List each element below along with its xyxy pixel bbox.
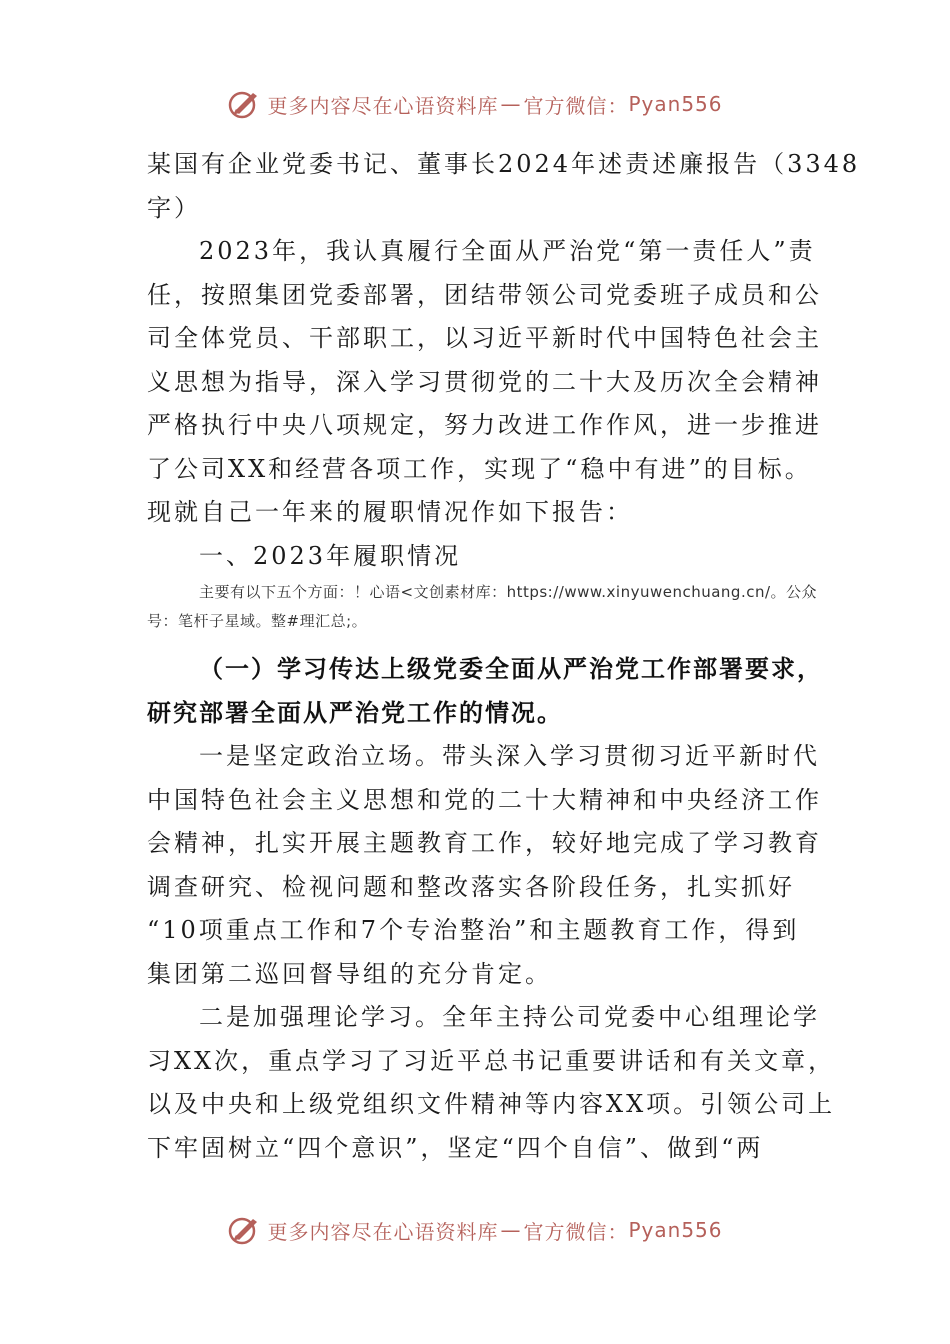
pen-stamp-icon <box>227 1213 261 1247</box>
banner-suffix: 官方微信： <box>523 1219 629 1244</box>
banner-wechat-id: Pyan556 <box>628 92 723 116</box>
paragraph-line: 会精神，扎实开展主题教育工作，较好地完成了学习教育 <box>147 829 822 857</box>
paragraph-line: 集团第二巡回督导组的充分肯定。 <box>147 959 552 988</box>
document-body <box>147 143 861 1170</box>
paragraph-line: 调查研究、检视问题和整改落实各阶段任务，扎实抓好 <box>147 872 795 901</box>
footer-watermark-banner <box>0 1210 950 1250</box>
note-line: 号：笔杆子星域。整#理汇总;。 <box>147 612 368 630</box>
subheading-line: 研究部署全面从严治党工作的情况。 <box>147 698 563 727</box>
paragraph-line: 以及中央和上级党组织文件精神等内容XX项。引领公司上 <box>147 1090 836 1118</box>
paragraph-line: “10项重点工作和7个专治整治”和主题教育工作，得到 <box>147 916 800 944</box>
intro-line: 现就自己一年来的履职情况作如下报告： <box>147 498 633 526</box>
intro-line: 2023年，我认真履行全面从严治党“第一责任人”责 <box>199 237 816 265</box>
header-watermark-banner <box>0 84 950 124</box>
paragraph-line: 习XX次，重点学习了习近平总书记重要讲话和有关文章， <box>147 1046 836 1075</box>
intro-line: 义思想为指导，深入学习贯彻党的二十大及历次全会精神 <box>147 367 822 396</box>
intro-line: 了公司XX和经营各项工作，实现了“稳中有进”的目标。 <box>147 454 812 483</box>
document-title-line-1: 某国有企业党委书记、董事长2024年述责述廉报告（3348 <box>147 150 861 178</box>
banner-dash: — <box>500 1218 522 1242</box>
section-heading: 一、2023年履职情况 <box>199 541 462 570</box>
intro-line: 任，按照集团党委部署，团结带领公司党委班子成员和公 <box>147 280 822 309</box>
pen-stamp-icon <box>227 87 261 121</box>
paragraph-line: 二是加强理论学习。全年主持公司党委中心组理论学 <box>199 1003 820 1031</box>
paragraph-line: 一是坚定政治立场。带头深入学习贯彻习近平新时代 <box>199 742 820 770</box>
banner-dash: — <box>500 92 522 116</box>
banner-text: 更多内容尽在心语资料库 <box>267 93 499 118</box>
intro-line: 司全体党员、干部职工，以习近平新时代中国特色社会主 <box>147 324 822 352</box>
note-line: 主要有以下五个方面：！心语<文创素材库：https://www.xinyuwenchuang.cn/。公众 <box>199 583 818 601</box>
banner-suffix: 官方微信： <box>523 93 629 118</box>
intro-line: 严格执行中央八项规定，努力改进工作作风，进一步推进 <box>147 411 822 439</box>
banner-text: 更多内容尽在心语资料库 <box>267 1219 499 1244</box>
document-title-line-2: 字） <box>147 193 201 222</box>
subheading-line: （一）学习传达上级党委全面从严治党工作部署要求， <box>199 655 823 683</box>
banner-wechat-id: Pyan556 <box>628 1218 723 1242</box>
paragraph-line: 下牢固树立“四个意识”，坚定“四个自信”、做到“两 <box>147 1133 764 1162</box>
paragraph-line: 中国特色社会主义思想和党的二十大精神和中央经济工作 <box>147 785 822 814</box>
